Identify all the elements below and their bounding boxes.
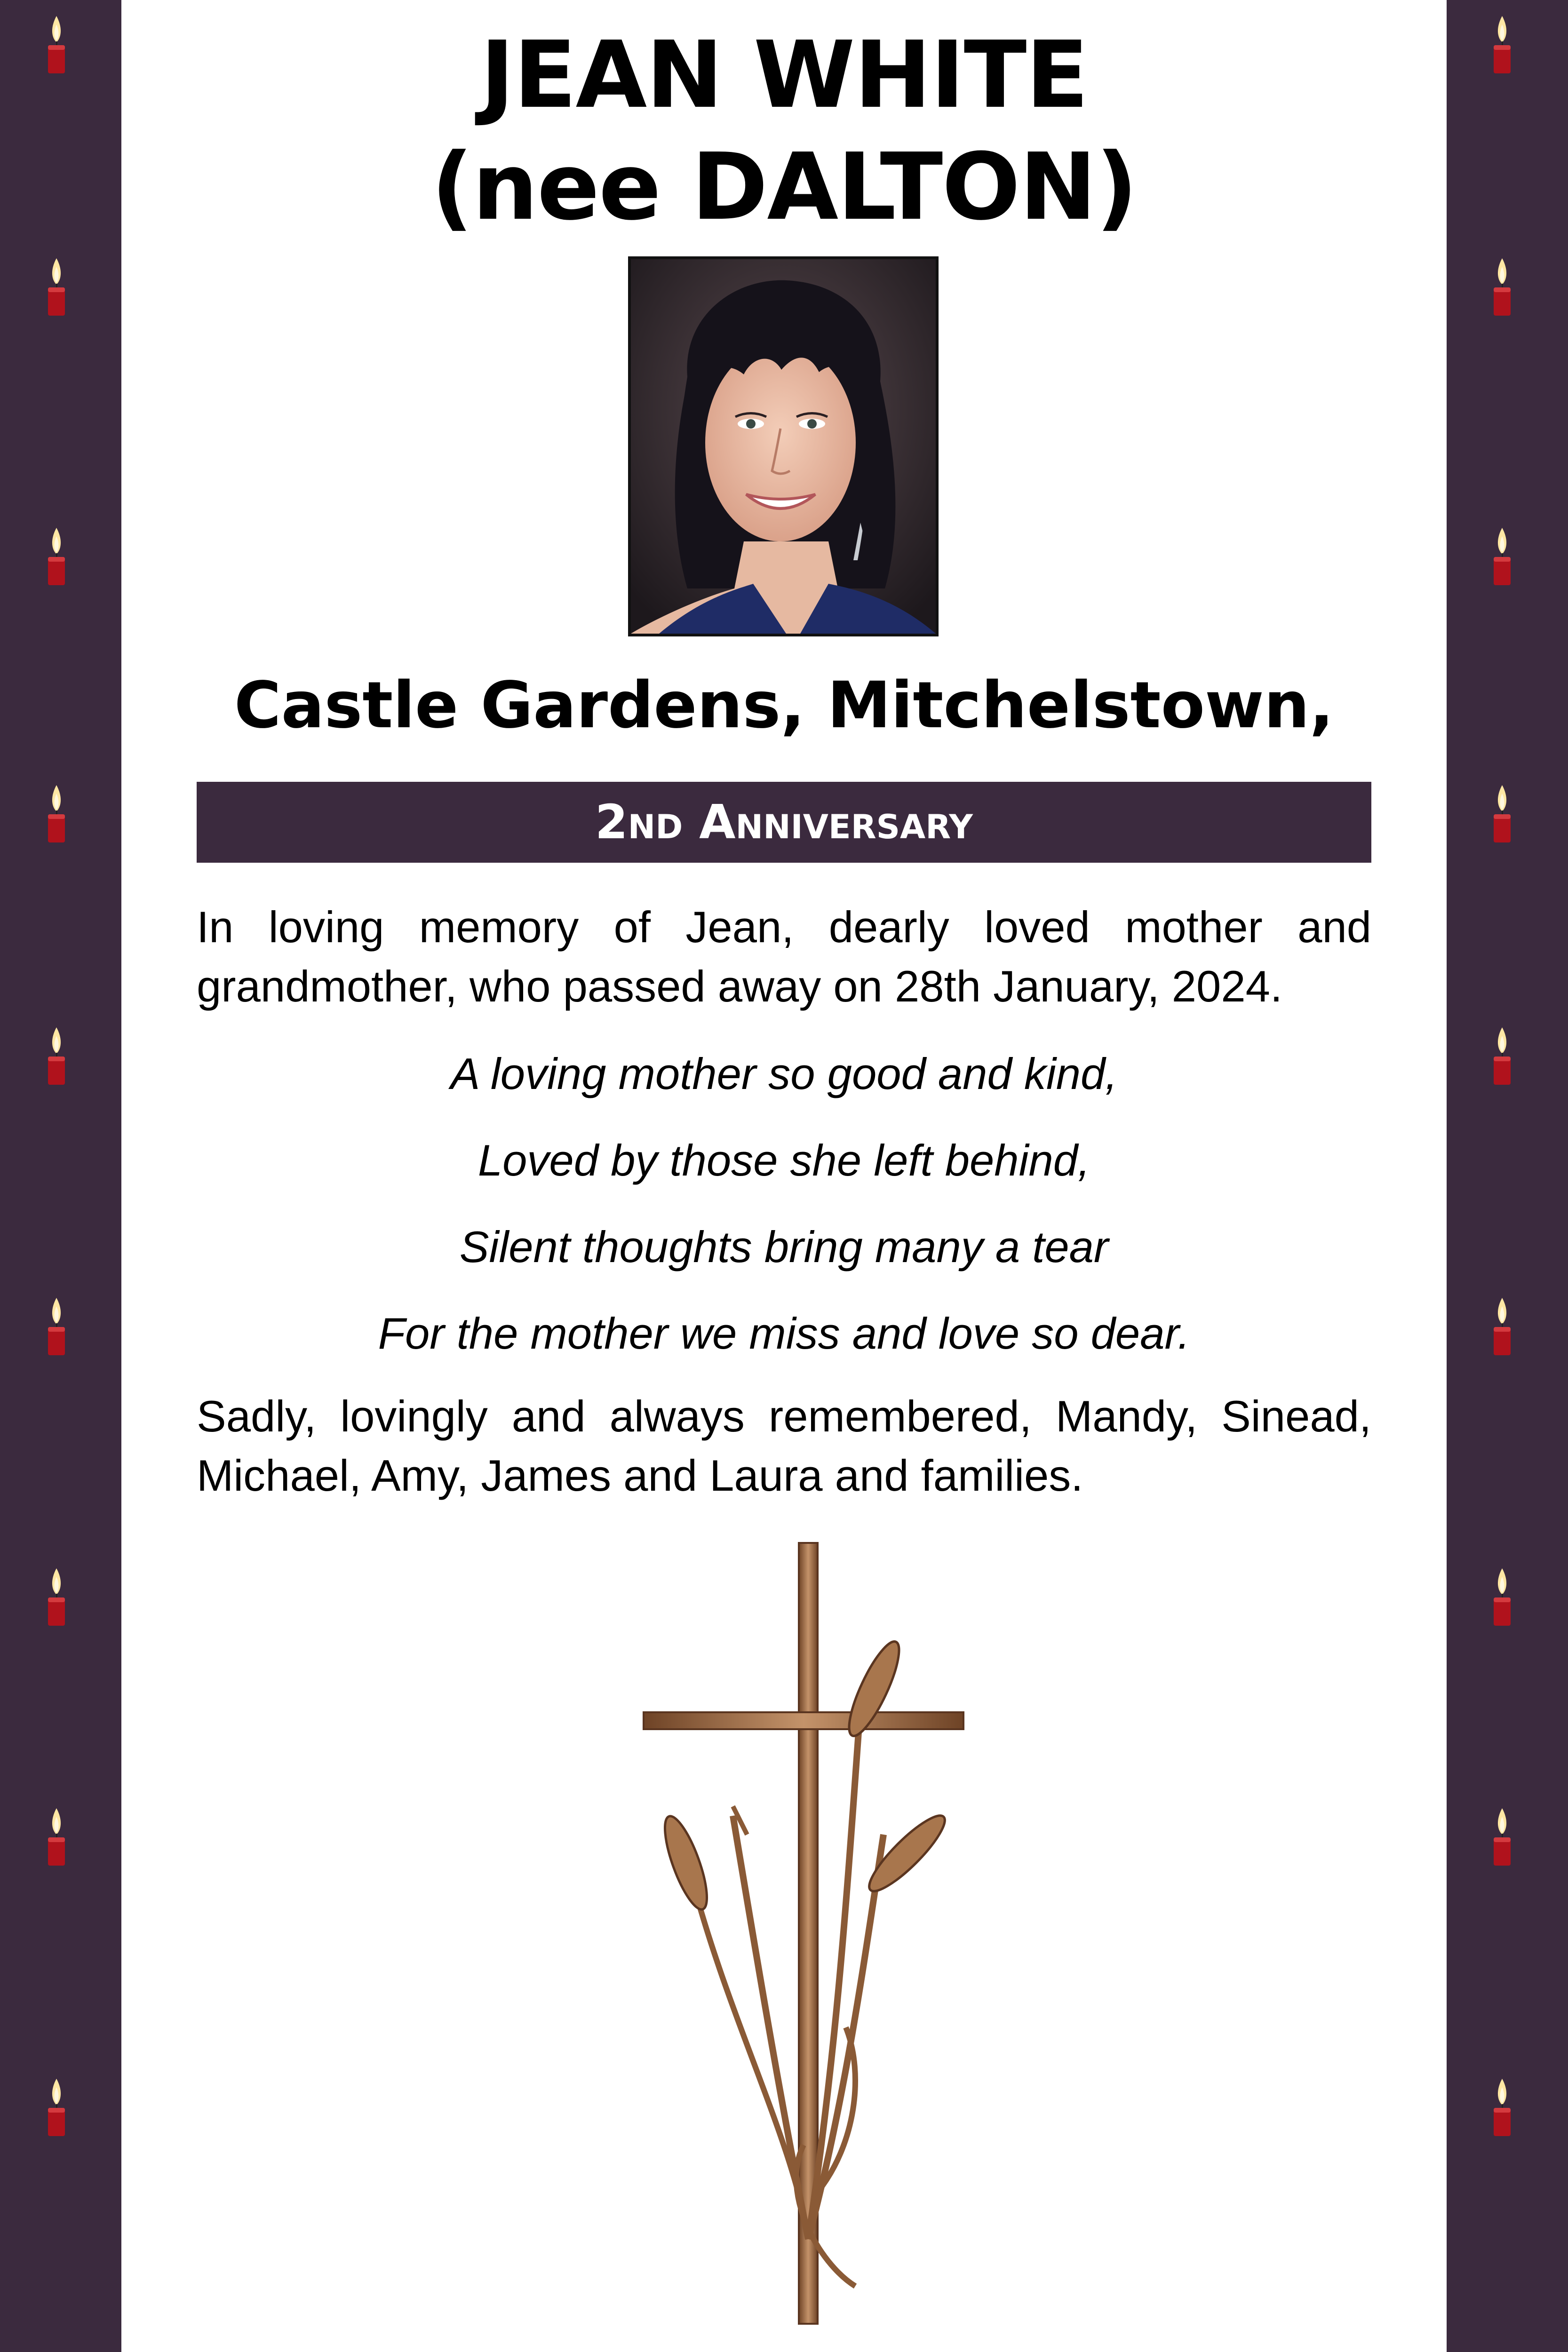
address: Castle Gardens, Mitchelstown, (234, 668, 1334, 743)
verse-line-1: A loving mother so good and kind, (450, 1049, 1118, 1098)
candle-icon (1488, 526, 1516, 587)
closing-paragraph: Sadly, lovingly and always remembered, Mandy, Sinead, Michael, Amy, James and Laura and families. (197, 1391, 1371, 1500)
candle-icon (42, 783, 71, 844)
candle-icon (42, 1806, 71, 1867)
candle-icon (42, 14, 71, 75)
cross-with-wheat-icon (639, 1534, 996, 2333)
left-border (0, 0, 121, 2352)
candle-icon (1488, 14, 1516, 75)
intro-paragraph: In loving memory of Jean, dearly loved mother and grandmother, who passed away on 28th January, 2024. (197, 902, 1371, 1011)
notice-panel (121, 0, 1447, 2352)
portrait-photo (628, 256, 939, 636)
verse-line-3: Silent thoughts bring many a tear (459, 1222, 1109, 1271)
candle-icon (42, 526, 71, 587)
candle-icon (42, 1296, 71, 1357)
candle-icon (1488, 783, 1516, 844)
candle-icon (1488, 1296, 1516, 1357)
deceased-name: JEAN WHITE (480, 22, 1088, 129)
candle-icon (1488, 1025, 1516, 1087)
candle-icon (42, 1566, 71, 1628)
candle-icon (42, 1025, 71, 1087)
anniversary-label: 2nd Anniversary (595, 795, 973, 850)
verse-line-2: Loved by those she left behind, (478, 1136, 1090, 1185)
portrait-image (631, 259, 936, 634)
candle-icon (1488, 1806, 1516, 1867)
candle-icon (42, 2077, 71, 2138)
maiden-name: (nee DALTON) (431, 134, 1137, 241)
candle-icon (42, 256, 71, 318)
verse-line-4: For the mother we miss and love so dear. (378, 1309, 1190, 1358)
candle-icon (1488, 1566, 1516, 1628)
right-border (1447, 0, 1568, 2352)
candle-icon (1488, 256, 1516, 318)
candle-icon (1488, 2077, 1516, 2138)
anniversary-banner (197, 782, 1371, 863)
